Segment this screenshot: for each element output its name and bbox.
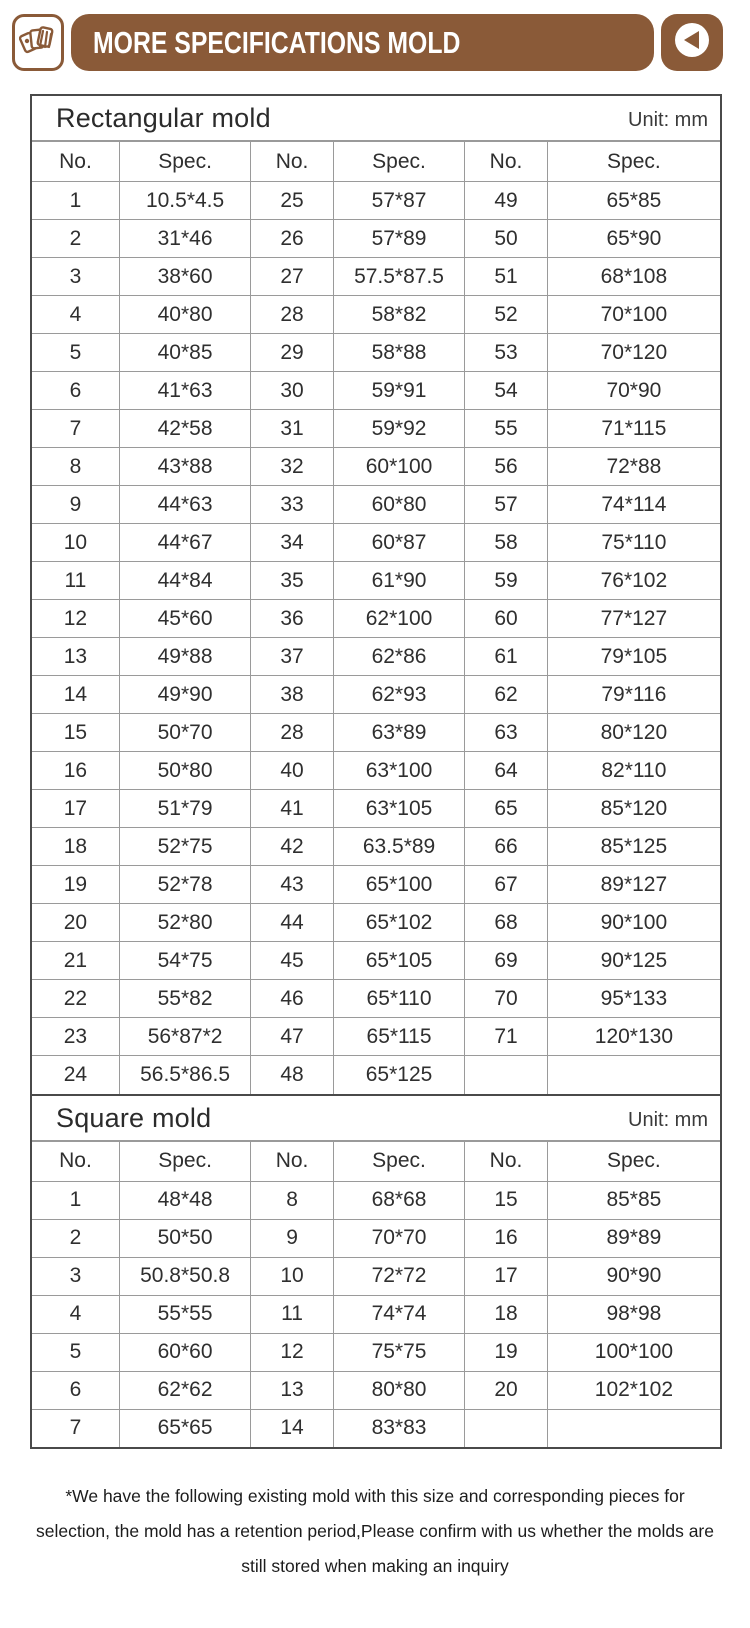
table-row [32, 1409, 720, 1447]
no-cell: 13 [32, 638, 119, 676]
no-cell: 25 [251, 182, 334, 220]
table-row [32, 1219, 720, 1257]
no-cell: 65 [465, 790, 548, 828]
header-row [32, 1141, 720, 1181]
no-cell: 6 [32, 1371, 119, 1409]
spec-cell: 79*105 [547, 638, 720, 676]
spec-tables [30, 94, 722, 1449]
no-cell: 13 [251, 1371, 334, 1409]
spec-cell: 31*46 [119, 220, 250, 258]
no-cell: 56 [465, 448, 548, 486]
spec-cell: 70*120 [547, 334, 720, 372]
no-cell: 47 [251, 1018, 334, 1056]
no-cell: 21 [32, 942, 119, 980]
spec-cell: 48*48 [119, 1181, 250, 1219]
no-cell: 27 [251, 258, 334, 296]
spec-cell: 62*100 [333, 600, 464, 638]
no-cell: 46 [251, 980, 334, 1018]
spec-cell: 63*100 [333, 752, 464, 790]
no-cell: 53 [465, 334, 548, 372]
no-cell: 8 [251, 1181, 334, 1219]
table-head [32, 142, 720, 182]
no-cell: 36 [251, 600, 334, 638]
no-cell: 15 [465, 1181, 548, 1219]
no-cell: 3 [32, 1257, 119, 1295]
spec-cell: 70*90 [547, 372, 720, 410]
spec-cell: 50.8*50.8 [119, 1257, 250, 1295]
spec-cell: 74*114 [547, 486, 720, 524]
spec-cell: 90*100 [547, 904, 720, 942]
table-row [32, 258, 720, 296]
no-cell: 38 [251, 676, 334, 714]
no-cell: 67 [465, 866, 548, 904]
table-row [32, 562, 720, 600]
spec-cell: 52*75 [119, 828, 250, 866]
spec-cell: 61*90 [333, 562, 464, 600]
no-cell: 71 [465, 1018, 548, 1056]
spec-cell: 68*108 [547, 258, 720, 296]
no-cell: 41 [251, 790, 334, 828]
spec-cell: 77*127 [547, 600, 720, 638]
square-mold-header [32, 1096, 720, 1141]
spec-cell: 55*55 [119, 1295, 250, 1333]
no-cell: 1 [32, 182, 119, 220]
spec-cell: 57*87 [333, 182, 464, 220]
spec-cell: 63.5*89 [333, 828, 464, 866]
no-cell: 5 [32, 334, 119, 372]
no-cell: 43 [251, 866, 334, 904]
no-cell: 16 [32, 752, 119, 790]
no-cell: 2 [32, 220, 119, 258]
spec-cell [547, 1056, 720, 1094]
unit-label: Unit: mm [628, 109, 708, 131]
no-cell: 19 [465, 1333, 548, 1371]
spec-cell: 49*88 [119, 638, 250, 676]
page-title: MORE SPECIFICATIONS MOLD [93, 24, 461, 60]
spec-cell: 65*110 [333, 980, 464, 1018]
spec-cell: 38*60 [119, 258, 250, 296]
spec-column-header: Spec. [333, 1141, 464, 1181]
spec-cell: 68*68 [333, 1181, 464, 1219]
playing-cards-icon [19, 20, 57, 65]
spec-cell: 75*110 [547, 524, 720, 562]
no-cell: 37 [251, 638, 334, 676]
spec-column-header: Spec. [547, 1141, 720, 1181]
no-cell: 58 [465, 524, 548, 562]
no-cell: 4 [32, 296, 119, 334]
no-cell: 18 [465, 1295, 548, 1333]
no-cell: 20 [465, 1371, 548, 1409]
spec-cell: 65*65 [119, 1409, 250, 1447]
no-cell: 6 [32, 372, 119, 410]
no-cell: 14 [251, 1409, 334, 1447]
spec-cell: 59*91 [333, 372, 464, 410]
no-cell: 57 [465, 486, 548, 524]
spec-cell: 58*88 [333, 334, 464, 372]
table-row [32, 1295, 720, 1333]
spec-cell: 65*105 [333, 942, 464, 980]
no-cell [465, 1056, 548, 1094]
spec-cell: 75*75 [333, 1333, 464, 1371]
spec-cell: 42*58 [119, 410, 250, 448]
spec-cell: 52*80 [119, 904, 250, 942]
spec-cell: 62*93 [333, 676, 464, 714]
no-cell: 61 [465, 638, 548, 676]
spec-cell: 65*102 [333, 904, 464, 942]
table-body [32, 1181, 720, 1447]
square-mold-table [32, 1141, 720, 1448]
spec-cell: 50*80 [119, 752, 250, 790]
no-column-header: No. [32, 142, 119, 182]
no-cell: 45 [251, 942, 334, 980]
no-cell: 11 [251, 1295, 334, 1333]
spec-cell: 76*102 [547, 562, 720, 600]
spec-cell: 83*83 [333, 1409, 464, 1447]
back-icon [673, 21, 711, 64]
unit-label: Unit: mm [628, 1108, 708, 1131]
spec-cell: 82*110 [547, 752, 720, 790]
no-cell: 55 [465, 410, 548, 448]
no-cell: 5 [32, 1333, 119, 1371]
no-cell: 9 [32, 486, 119, 524]
spec-cell: 85*120 [547, 790, 720, 828]
no-cell: 19 [32, 866, 119, 904]
no-cell: 32 [251, 448, 334, 486]
spec-cell: 50*70 [119, 714, 250, 752]
table-row [32, 1056, 720, 1094]
spec-cell: 70*70 [333, 1219, 464, 1257]
no-cell: 17 [465, 1257, 548, 1295]
spec-cell: 54*75 [119, 942, 250, 980]
no-cell: 30 [251, 372, 334, 410]
no-cell: 12 [32, 600, 119, 638]
no-cell: 35 [251, 562, 334, 600]
no-cell: 31 [251, 410, 334, 448]
cards-logo-box [12, 14, 64, 71]
back-button[interactable] [661, 14, 723, 71]
no-cell: 62 [465, 676, 548, 714]
spec-column-header: Spec. [119, 1141, 250, 1181]
section-title: Square mold [56, 1102, 212, 1133]
no-cell: 1 [32, 1181, 119, 1219]
table-row [32, 334, 720, 372]
spec-cell: 60*60 [119, 1333, 250, 1371]
header-row [32, 142, 720, 182]
spec-cell: 41*63 [119, 372, 250, 410]
no-cell: 63 [465, 714, 548, 752]
no-cell: 18 [32, 828, 119, 866]
spec-cell: 51*79 [119, 790, 250, 828]
no-cell: 34 [251, 524, 334, 562]
table-row [32, 1333, 720, 1371]
spec-cell: 49*90 [119, 676, 250, 714]
table-row [32, 220, 720, 258]
no-cell: 70 [465, 980, 548, 1018]
no-cell: 4 [32, 1295, 119, 1333]
spec-cell: 85*125 [547, 828, 720, 866]
no-column-header: No. [465, 1141, 548, 1181]
spec-cell: 40*85 [119, 334, 250, 372]
table-body [32, 182, 720, 1094]
spec-cell: 57*89 [333, 220, 464, 258]
spec-cell: 58*82 [333, 296, 464, 334]
no-cell: 48 [251, 1056, 334, 1094]
spec-cell: 62*62 [119, 1371, 250, 1409]
no-cell: 54 [465, 372, 548, 410]
spec-cell: 65*100 [333, 866, 464, 904]
table-head [32, 1141, 720, 1181]
no-cell: 10 [32, 524, 119, 562]
spec-cell: 65*90 [547, 220, 720, 258]
no-cell: 28 [251, 714, 334, 752]
no-cell: 44 [251, 904, 334, 942]
spec-cell: 50*50 [119, 1219, 250, 1257]
no-cell: 66 [465, 828, 548, 866]
no-cell: 22 [32, 980, 119, 1018]
spec-cell: 44*63 [119, 486, 250, 524]
table-row [32, 904, 720, 942]
table-row [32, 410, 720, 448]
spec-cell: 44*84 [119, 562, 250, 600]
table-row [32, 372, 720, 410]
no-cell: 2 [32, 1219, 119, 1257]
top-banner [0, 0, 750, 72]
table-row [32, 980, 720, 1018]
spec-cell: 120*130 [547, 1018, 720, 1056]
spec-cell: 60*80 [333, 486, 464, 524]
spec-cell: 56.5*86.5 [119, 1056, 250, 1094]
no-cell: 16 [465, 1219, 548, 1257]
spec-cell: 72*72 [333, 1257, 464, 1295]
spec-column-header: Spec. [119, 142, 250, 182]
spec-cell: 57.5*87.5 [333, 258, 464, 296]
spec-cell: 90*90 [547, 1257, 720, 1295]
spec-column-header: Spec. [547, 142, 720, 182]
spec-cell: 74*74 [333, 1295, 464, 1333]
no-cell: 12 [251, 1333, 334, 1371]
no-cell: 28 [251, 296, 334, 334]
footnote-text: *We have the following existing mold with this size and corresponding pieces for selection, the mold has a retention period,Please confirm with us whether the molds are still stored when making an inquiry [36, 1486, 714, 1576]
no-cell: 52 [465, 296, 548, 334]
spec-cell: 60*100 [333, 448, 464, 486]
no-cell: 42 [251, 828, 334, 866]
no-cell: 20 [32, 904, 119, 942]
no-cell: 68 [465, 904, 548, 942]
no-cell: 11 [32, 562, 119, 600]
spec-cell: 59*92 [333, 410, 464, 448]
table-row [32, 448, 720, 486]
spec-cell: 98*98 [547, 1295, 720, 1333]
no-column-header: No. [251, 142, 334, 182]
no-cell: 3 [32, 258, 119, 296]
spec-cell: 102*102 [547, 1371, 720, 1409]
no-cell: 10 [251, 1257, 334, 1295]
spec-cell: 89*89 [547, 1219, 720, 1257]
spec-cell: 90*125 [547, 942, 720, 980]
table-row [32, 942, 720, 980]
no-cell: 59 [465, 562, 548, 600]
page-title-banner [71, 14, 654, 71]
no-cell: 15 [32, 714, 119, 752]
table-row [32, 486, 720, 524]
no-cell: 51 [465, 258, 548, 296]
no-cell: 24 [32, 1056, 119, 1094]
spec-cell: 70*100 [547, 296, 720, 334]
spec-cell: 56*87*2 [119, 1018, 250, 1056]
spec-cell: 80*120 [547, 714, 720, 752]
no-cell: 40 [251, 752, 334, 790]
no-cell: 49 [465, 182, 548, 220]
no-column-header: No. [32, 1141, 119, 1181]
no-cell: 60 [465, 600, 548, 638]
table-row [32, 524, 720, 562]
no-cell: 8 [32, 448, 119, 486]
table-row [32, 866, 720, 904]
spec-cell [547, 1409, 720, 1447]
spec-cell: 65*115 [333, 1018, 464, 1056]
spec-cell: 43*88 [119, 448, 250, 486]
no-cell: 17 [32, 790, 119, 828]
table-row [32, 714, 720, 752]
spec-cell: 72*88 [547, 448, 720, 486]
spec-cell: 63*105 [333, 790, 464, 828]
table-row [32, 1181, 720, 1219]
no-cell: 64 [465, 752, 548, 790]
no-cell: 9 [251, 1219, 334, 1257]
table-row [32, 1371, 720, 1409]
spec-cell: 80*80 [333, 1371, 464, 1409]
no-cell [465, 1409, 548, 1447]
spec-cell: 65*85 [547, 182, 720, 220]
no-column-header: No. [465, 142, 548, 182]
table-row [32, 676, 720, 714]
table-row [32, 1018, 720, 1056]
spec-cell: 63*89 [333, 714, 464, 752]
no-cell: 29 [251, 334, 334, 372]
no-cell: 69 [465, 942, 548, 980]
table-row [32, 296, 720, 334]
spec-cell: 60*87 [333, 524, 464, 562]
spec-cell: 45*60 [119, 600, 250, 638]
spec-cell: 95*133 [547, 980, 720, 1018]
spec-cell: 10.5*4.5 [119, 182, 250, 220]
spec-cell: 71*115 [547, 410, 720, 448]
table-row [32, 182, 720, 220]
no-cell: 33 [251, 486, 334, 524]
spec-column-header: Spec. [333, 142, 464, 182]
spec-cell: 65*125 [333, 1056, 464, 1094]
section-title: Rectangular mold [56, 103, 271, 133]
no-cell: 23 [32, 1018, 119, 1056]
no-cell: 7 [32, 1409, 119, 1447]
no-cell: 26 [251, 220, 334, 258]
spec-cell: 55*82 [119, 980, 250, 1018]
table-row [32, 828, 720, 866]
no-cell: 7 [32, 410, 119, 448]
table-row [32, 638, 720, 676]
spec-cell: 52*78 [119, 866, 250, 904]
rectangular-mold-table [32, 141, 720, 1094]
spec-cell: 40*80 [119, 296, 250, 334]
spec-cell: 44*67 [119, 524, 250, 562]
spec-cell: 89*127 [547, 866, 720, 904]
spec-cell: 85*85 [547, 1181, 720, 1219]
spec-cell: 100*100 [547, 1333, 720, 1371]
table-row [32, 1257, 720, 1295]
spec-cell: 79*116 [547, 676, 720, 714]
table-row [32, 600, 720, 638]
no-cell: 14 [32, 676, 119, 714]
rectangular-mold-section [30, 94, 722, 1096]
no-column-header: No. [251, 1141, 334, 1181]
spec-cell: 62*86 [333, 638, 464, 676]
table-row [32, 752, 720, 790]
square-mold-section [30, 1096, 722, 1450]
rectangular-mold-header [32, 96, 720, 141]
no-cell: 50 [465, 220, 548, 258]
table-row [32, 790, 720, 828]
